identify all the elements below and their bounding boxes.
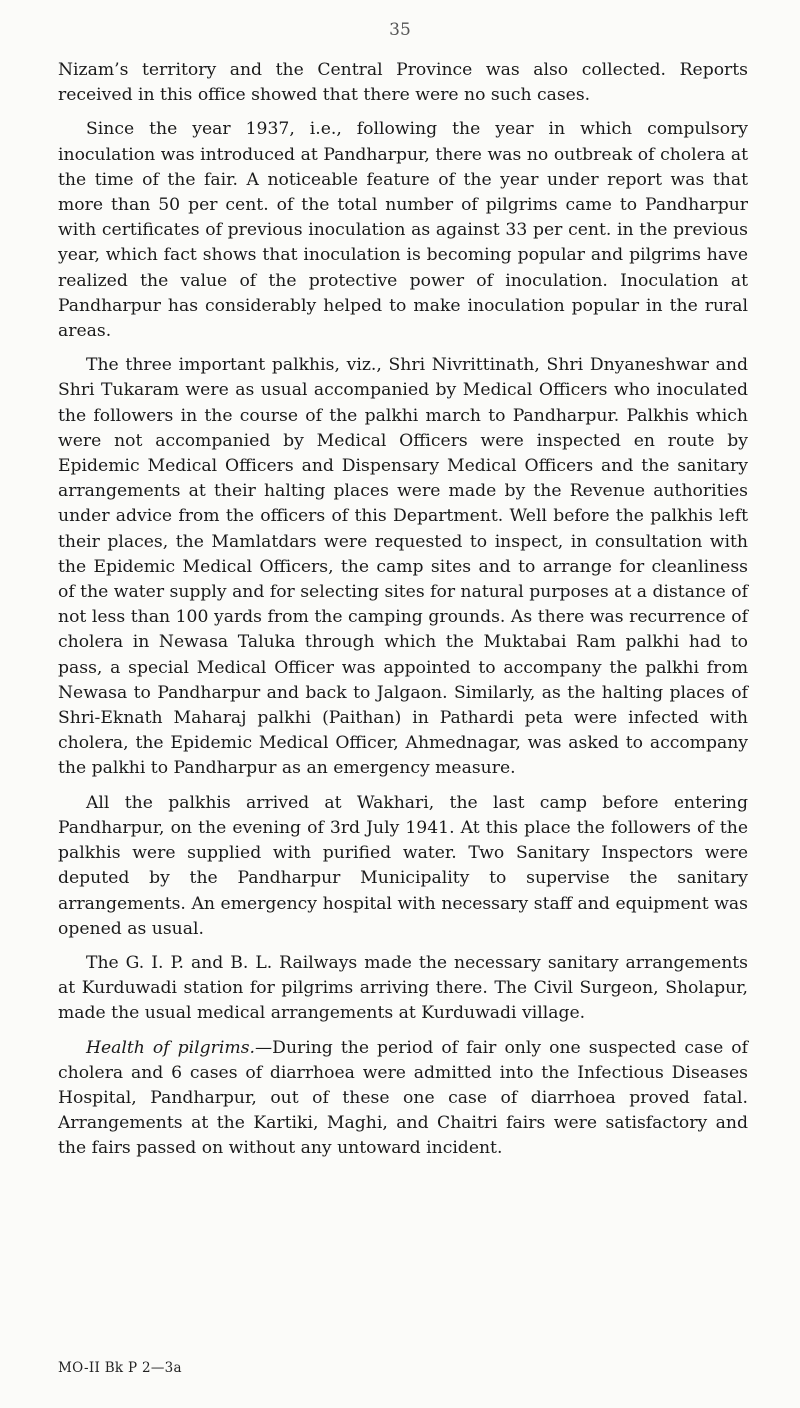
paragraph-4: All the palkhis arrived at Wakhari, the last camp before entering Pandharpur, on the evening of 3rd July 1941. At this place the followers of the palkhis were supplied with purified water. Two Sanitary Inspectors were deputed by the Pandharpur Municipality to supervise the sanitary arrangements. An emergency hospital with necessary staff and equipment was opened as usual. [58, 792, 748, 939]
footer-reference: MO-II Bk P 2—3a [58, 1360, 182, 1376]
paragraph-3: The three important palkhis, viz., Shri Nivrittinath, Shri Dnyaneshwar and Shri Tukaram were as usual accompanied by Medical Officers who inoculated the followers in the course of the palkhi march to Pandharpur. Palkhis which were not accompanied by Medical Officers were inspected en route by Epidemic Medical Officers and Dispensary Medical Officers and the sanitary arrangements at their halting places were made by the Revenue authorities under advice from the officers of this Department. Well before the palkhis left their places, the Mamlatdars were requested to inspect, in consultation with the Epidemic Medical Officers, the camp sites and to arrange for cleanliness of the water supply and for selecting sites for natural purposes at a distance of not less than 100 yards from the camping grounds. As there was recurrence of cholera in Newasa Taluka through which the Muktabai Ram palkhi had to pass, a special Medical Officer was appointed to accompany the palkhi from Newasa to Pandharpur and back to Jalgaon. Similarly, as the halting places of Shri-Eknath Maharaj palkhi (Paithan) in Pathardi peta were infected with cholera, the Epidemic Medical Officer, Ahmednagar, was asked to accompany the palkhi to Pandharpur as an emergency measure. [58, 355, 749, 779]
paragraph-2: Since the year 1937, i.e., following the year in which compulsory inoculation was introduced at Pandharpur, there was no outbreak of cholera at the time of the fair. A noticeable feature of the year under report was that more than 50 per cent. of the total number of pilgrims came to Pandharpur with certificates of previous inoculation as against 33 per cent. in the previous year, which fact shows that inoculation is becoming popular and pilgrims have realized the value of the protective power of inoculation. Inoculation at Pandharpur has considerably helped to make inoculation popular in the rural areas. [58, 119, 748, 342]
paragraph-health [58, 1036, 748, 1162]
paragraph-1: Nizam’s territory and the Central Province was also collected. Reports received in this office showed that there were no such cases. [58, 60, 748, 106]
health-heading: Health of pilgrims. [86, 1037, 255, 1058]
health-text: —During the period of fair only one suspected case of cholera and 6 cases of diarrhoea were admitted into the Infectious Diseases Hospital, Pandharpur, out of these one case of diarrhoea proved fatal. Arrangements at the Kartiki, Maghi, and Chaitri fairs were satisfactory and the fairs passed on without any untoward incident. [58, 1037, 748, 1159]
paragraph-5: The G. I. P. and B. L. Railways made the necessary sanitary arrangements at Kurduwadi station for pilgrims arriving there. The Civil Surgeon, Sholapur, made the usual medical arrangements at Kurduwadi village. [58, 952, 748, 1024]
body-text [58, 58, 748, 1171]
page-number: 35 [389, 20, 411, 40]
